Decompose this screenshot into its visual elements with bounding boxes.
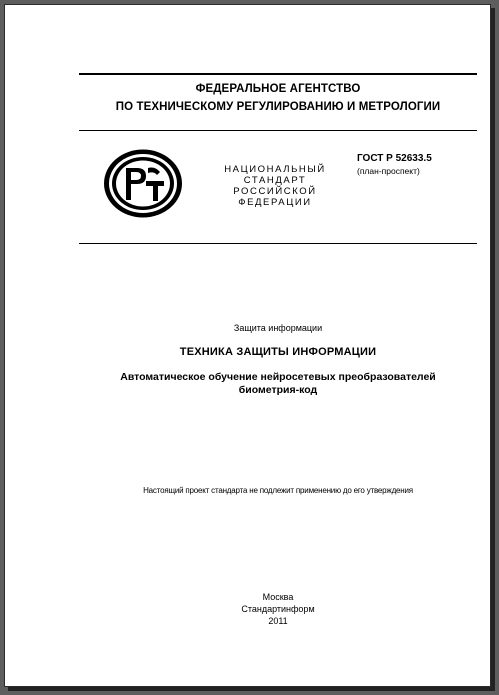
main-title: ТЕХНИКА ЗАЩИТЫ ИНФОРМАЦИИ [179, 346, 377, 358]
top-rule [79, 73, 477, 75]
national-standard-line1: НАЦИОНАЛЬНЫЙ [224, 164, 326, 175]
national-standard-label [215, 164, 335, 208]
standard-status: (план-проспект) [357, 166, 420, 176]
agency-name-line2: ПО ТЕХНИЧЕСКОМУ РЕГУЛИРОВАНИЮ И МЕТРОЛОГИИ [115, 101, 441, 113]
subtitle-line1: Автоматическое обучение нейросетевых преобразователей [120, 371, 436, 383]
section-title: Защита информации [233, 323, 323, 333]
publisher-name: Стандартинформ [241, 604, 315, 614]
national-standard-line4: ФЕДЕРАЦИИ [238, 197, 312, 208]
rst-logo-icon [102, 148, 184, 219]
publication-year: 2011 [268, 616, 288, 626]
document-page [4, 4, 491, 687]
standard-code: ГОСТ Р 52633.5 [357, 153, 432, 164]
draft-notice: Настоящий проект стандарта не подлежит применению до его утверждения [143, 486, 413, 495]
agency-name-line1: ФЕДЕРАЛЬНОЕ АГЕНТСТВО [195, 83, 361, 95]
national-standard-line2: СТАНДАРТ [243, 175, 307, 186]
national-standard-line3: РОССИЙСКОЙ [233, 186, 317, 197]
header-bottom-rule [79, 243, 477, 244]
subtitle-line2: биометрия-код [238, 384, 318, 396]
publication-city: Москва [262, 592, 294, 602]
header-rule [79, 130, 477, 131]
